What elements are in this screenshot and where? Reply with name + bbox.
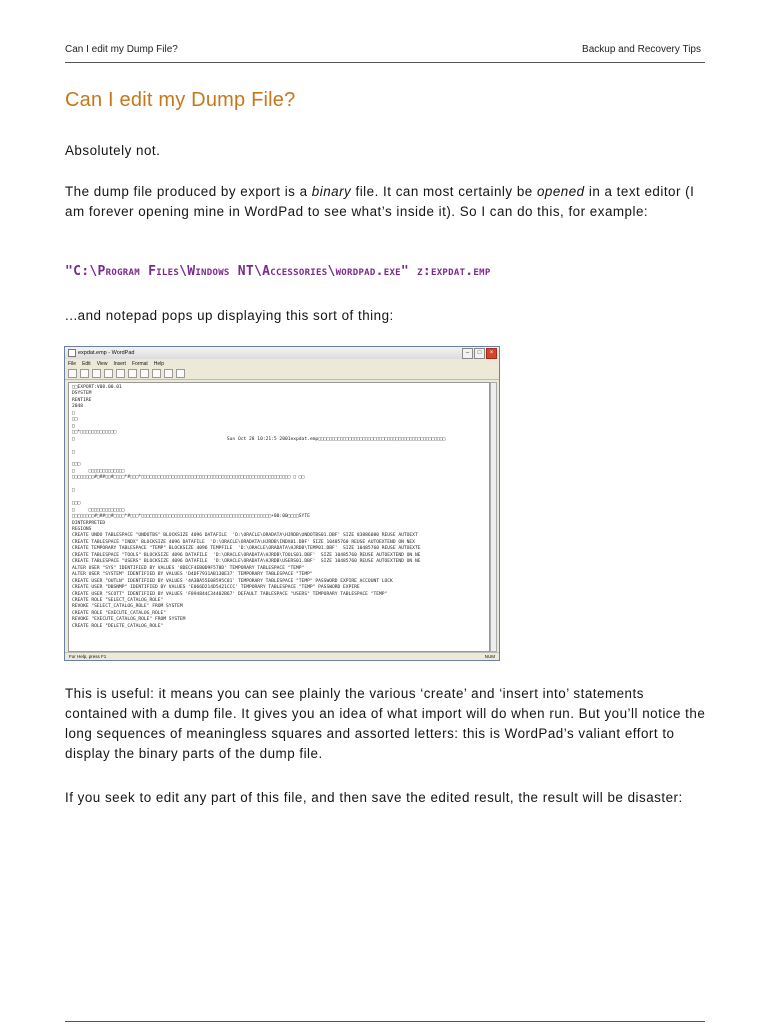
save-icon — [92, 369, 101, 378]
wordpad-title: expdat.emp - WordPad — [78, 350, 135, 356]
status-help: For Help, press F1 — [69, 654, 107, 659]
p2-binary: binary — [311, 184, 352, 199]
menu-insert: Insert — [113, 360, 126, 367]
command-line: "C:\Program Files\Windows NT\Accessories\wordpad.exe" z:expdat.emp — [65, 264, 491, 279]
undo-icon — [164, 369, 173, 378]
page-header — [65, 44, 701, 55]
print-icon — [104, 369, 113, 378]
window-controls — [462, 348, 497, 359]
header-right: Backup and Recovery Tips — [582, 44, 701, 55]
paste-icon — [152, 369, 161, 378]
menu-file: File — [68, 360, 77, 367]
menu-format: Format — [131, 360, 148, 367]
p2-a: The dump file produced by export is a — [65, 184, 312, 199]
find-icon — [116, 369, 125, 378]
wordpad-document — [68, 382, 490, 652]
copy-icon — [140, 369, 149, 378]
wordpad-statusbar — [65, 652, 499, 660]
paragraph-4: This is useful: it means you can see plainly the various ‘create’ and ‘insert into’ statements contained with a dump file. It gives you an idea of what import will do when run. But you’ll notice the long sequences of meaningless squares and assorted letters: this is WordPad’s valiant effort to display the binary parts of the dump file. — [65, 686, 706, 761]
new-icon — [68, 369, 77, 378]
paragraph-5: If you seek to edit any part of this file, and then save the edited result, the result will be disaster: — [65, 790, 683, 805]
paragraph-1: Absolutely not. — [65, 143, 161, 158]
wordpad-screenshot — [64, 346, 500, 661]
header-left: Can I edit my Dump File? — [65, 44, 178, 55]
menu-help: Help — [153, 360, 165, 367]
p2-c: file. It can most certainly be — [351, 184, 537, 199]
wordpad-toolbar — [65, 368, 499, 380]
open-icon — [80, 369, 89, 378]
page-title: Can I edit my Dump File? — [65, 89, 296, 111]
footer-rule — [65, 1021, 705, 1022]
menu-view: View — [96, 360, 108, 367]
wordpad-menubar — [65, 359, 499, 368]
dump-file-content: □□EXPORT:V08.00.01 DSYSTEM RENTIRE 2048 □ □□ □ □□*□□□□□□□□□□□□□ □ Sun Oct 28 10:21:5 2001expdat.emp□□□□□□□□□□□□□□□□□□□□□□□□□□□□□□□□□□□□□□□□□□□□□□ □ □□□ □ □□□□□□□□□□□□□ □□□□□□□□#□##□□#□□□□*#□□□*□□□□□□□□□□□□□□□□□□□□□□□□□□□□□□□□□□□□□□□□□□□□□□□□□□□□□□ □ □□ □ □□□ □ □□□□□□□□□□□□□ □□□□□□□□#□##□□#□□□□*#□□□*□□□□□□□□□□□□□□□□□□□□□□□□□□□□□□□□□□□□□□□□□□□□□□□+00:00□□□□SYTE DINTERPRETED REGIONS CREATE UNDO TABLESPACE "UNDOTBS" BLOCKSIZE 4096 DATAFILE 'D:\ORACLE\ORADATA\HJRDB\UNDOTBS01.DBF' SIZE 83886080 REUSE AUTOEXT CREATE TABLESPACE "INDX" BLOCKSIZE 4096 DATAFILE 'D:\ORACLE\ORADATA\HJRDB\INDX01.DBF' SIZE 10485760 REUSE AUTOEXTEND ON NEX CREATE TEMPORARY TABLESPACE "TEMP" BLOCKSIZE 4096 TEMPFILE 'D:\ORACLE\ORADATA\HJRDB\TEMP01.DBF' SIZE 10485760 REUSE AUTOEXTE CREATE TABLESPACE "TOOLS" BLOCKSIZE 4096 DATAFILE 'D:\ORACLE\ORADATA\HJRDB\TOOLS01.DBF' SIZE 10485760 REUSE AUTOEXTEND ON NE CREATE TABLESPACE "USERS" BLOCKSIZE 4096 DATAFILE 'D:\ORACLE\ORADATA\HJRDB\USERS01.DBF' SIZE 10485760 REUSE AUTOEXTEND ON NE ALTER USER "SYS" IDENTIFIED BY VALUES '8DECF4EB0D9F578D' TEMPORARY TABLESPACE "TEMP" ALTER USER "SYSTEM" IDENTIFIED BY VALUES 'D4DF7931AB130E37' TEMPORARY TABLESPACE "TEMP" CREATE USER "OUTLN" IDENTIFIED BY VALUES '4A3BA55E08595C81' TEMPORARY TABLESPACE "TEMP" PASSWORD EXPIRE ACCOUNT LOCK CREATE USER "DBSNMP" IDENTIFIED BY VALUES 'E066D214D5421CCC' TEMPORARY TABLESPACE "TEMP" PASSWORD EXPIRE CREATE USER "SCOTT" IDENTIFIED BY VALUES 'F894844C34402B67' DEFAULT TABLESPACE "USERS" TEMPORARY TABLESPACE "TEMP" CREATE ROLE "SELECT_CATALOG_ROLE" REVOKE "SELECT_CATALOG_ROLE" FROM SYSTEM CREATE ROLE "EXECUTE_CATALOG_ROLE" REVOKE "EXECUTE_CATALOG_ROLE" FROM SYSTEM CREATE ROLE "DELETE_CATALOG_ROLE" — [72, 385, 446, 629]
wordpad-app-icon — [68, 349, 76, 357]
cut-icon — [128, 369, 137, 378]
header-rule — [65, 62, 705, 63]
wordpad-titlebar — [65, 347, 499, 359]
p2-e: in a text editor (I am forever opening mine in WordPad to see what’s inside it). So I can do this, for example: — [65, 184, 695, 219]
p2-opened: opened — [536, 184, 585, 199]
date-icon — [176, 369, 185, 378]
paragraph-3: ...and notepad pops up displaying this sort of thing: — [65, 308, 394, 323]
vertical-scrollbar — [490, 382, 497, 652]
minimize-icon: – — [462, 348, 473, 359]
paragraph-2 — [65, 182, 710, 222]
status-num: NUM — [484, 654, 495, 659]
menu-edit: Edit — [82, 360, 91, 367]
close-icon: × — [486, 348, 497, 359]
maximize-icon: □ — [474, 348, 485, 359]
